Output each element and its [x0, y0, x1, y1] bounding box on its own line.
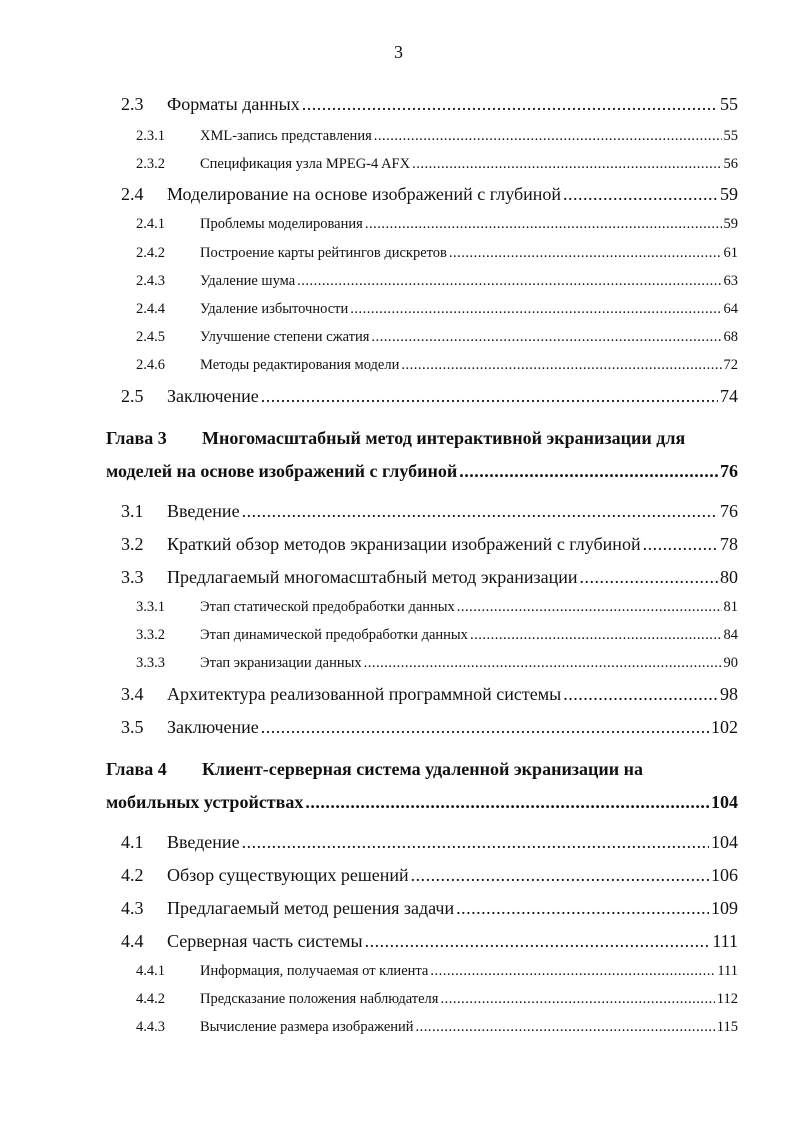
page-ref: 64 [723, 301, 738, 317]
section-title: Предлагаемый многомасштабный метод экранизации [167, 567, 578, 587]
section-title: Форматы данных [167, 94, 300, 114]
leader-dots [365, 931, 711, 952]
page-ref: 81 [723, 599, 738, 615]
page-ref: 111 [712, 931, 738, 951]
section-number: 4.2 [121, 865, 144, 885]
section-number: 2.4 [121, 184, 144, 204]
page-number: 3 [394, 42, 403, 62]
section-title: Обзор существующих решений [167, 865, 409, 885]
page-ref: 55 [723, 128, 738, 144]
leader-dots [430, 963, 715, 980]
section-title: Введение [167, 832, 240, 852]
section-title: Краткий обзор методов экранизации изображений с глубиной [167, 534, 641, 554]
section-title: Этап экранизации данных [200, 655, 362, 671]
section-title: Удаление избыточности [200, 301, 349, 317]
section-number: 2.4.5 [136, 329, 165, 345]
chapter-title-line1: Клиент-серверная система удаленной экранизации на [202, 759, 644, 779]
leader-dots [563, 684, 718, 705]
section-title: Моделирование на основе изображений с глубиной [167, 184, 562, 204]
section-title: Предсказание положения наблюдателя [200, 991, 439, 1007]
page-ref: 80 [720, 567, 738, 587]
section-number: 2.4.1 [136, 216, 165, 232]
page-ref: 115 [716, 1019, 738, 1035]
section-number: 2.3.2 [136, 156, 165, 172]
section-number: 3.1 [121, 501, 144, 521]
section-number: 2.3.1 [136, 128, 165, 144]
page-ref: 56 [723, 156, 738, 172]
section-title: XML-запись представления [200, 128, 372, 144]
page-ref: 55 [720, 94, 738, 114]
section-number: 4.4.2 [136, 991, 165, 1007]
leader-dots [374, 128, 722, 145]
page-ref: 112 [716, 991, 738, 1007]
leader-dots [242, 501, 718, 522]
leader-dots [261, 386, 718, 407]
leader-dots [364, 655, 722, 672]
leader-dots [297, 273, 721, 290]
section-title: Этап статической предобработки данных [200, 599, 455, 615]
page-ref: 104 [711, 792, 738, 812]
section-title: Методы редактирования модели [200, 357, 400, 373]
page-ref: 61 [723, 245, 738, 261]
section-title: Построение карты рейтингов дискретов [200, 245, 447, 261]
section-title: Спецификация узла MPEG-4 AFX [200, 156, 411, 172]
section-number: 4.4.3 [136, 1019, 165, 1035]
page-ref: 84 [723, 627, 738, 643]
section-number: 2.4.2 [136, 245, 165, 261]
chapter-title-line2: моделей на основе изображений с глубиной [106, 461, 458, 481]
leader-dots [350, 301, 721, 318]
section-title: Предлагаемый метод решения задачи [167, 898, 455, 918]
page-ref: 72 [723, 357, 738, 373]
section-number: 2.3 [121, 94, 144, 114]
chapter-label: Глава 4 [106, 759, 167, 779]
section-number: 4.1 [121, 832, 144, 852]
section-number: 2.5 [121, 386, 144, 406]
section-title: Улучшение степени сжатия [200, 329, 370, 345]
leader-dots [401, 357, 721, 374]
section-number: 2.4.3 [136, 273, 165, 289]
section-title: Архитектура реализованной программной системы [167, 684, 562, 704]
page-ref: 78 [720, 534, 738, 554]
section-number: 4.4 [121, 931, 144, 951]
leader-dots [242, 832, 709, 853]
leader-dots [261, 717, 709, 738]
page-ref: 102 [711, 717, 738, 737]
section-number: 3.3 [121, 567, 144, 587]
section-title: Проблемы моделирования [200, 216, 363, 232]
leader-dots [563, 184, 718, 205]
page-ref: 76 [720, 501, 738, 521]
page-ref: 104 [711, 832, 738, 852]
section-number: 2.4.6 [136, 357, 165, 373]
section-number: 3.4 [121, 684, 144, 704]
leader-dots [457, 599, 722, 616]
section-title: Заключение [167, 717, 259, 737]
leader-dots [365, 216, 722, 233]
page-ref: 90 [723, 655, 738, 671]
section-number: 3.3.3 [136, 655, 165, 671]
section-number: 3.5 [121, 717, 144, 737]
leader-dots [371, 329, 721, 346]
leader-dots [459, 461, 718, 482]
page-ref: 111 [717, 963, 738, 979]
section-number: 4.4.1 [136, 963, 165, 979]
section-number: 3.3.2 [136, 627, 165, 643]
chapter-title-line2: мобильных устройствах [106, 792, 304, 812]
page-ref: 59 [723, 216, 738, 232]
leader-dots [305, 792, 709, 813]
section-title: Вычисление размера изображений [200, 1019, 414, 1035]
leader-dots [456, 898, 709, 919]
page-ref: 76 [720, 461, 738, 481]
section-number: 3.2 [121, 534, 144, 554]
section-title: Серверная часть системы [167, 931, 363, 951]
section-title: Информация, получаемая от клиента [200, 963, 429, 979]
leader-dots [412, 156, 721, 173]
leader-dots [302, 94, 718, 115]
leader-dots [440, 991, 714, 1008]
section-title: Введение [167, 501, 240, 521]
section-number: 2.4.4 [136, 301, 165, 317]
section-title: Удаление шума [200, 273, 296, 289]
page-ref: 59 [720, 184, 738, 204]
section-title: Этап динамической предобработки данных [200, 627, 468, 643]
page-ref: 109 [711, 898, 738, 918]
leader-dots [449, 245, 722, 262]
leader-dots [580, 567, 718, 588]
page-ref: 98 [720, 684, 738, 704]
leader-dots [470, 627, 722, 644]
page-ref: 74 [720, 386, 738, 406]
leader-dots [416, 1019, 715, 1036]
leader-dots [643, 534, 718, 555]
section-number: 3.3.1 [136, 599, 165, 615]
section-number: 4.3 [121, 898, 144, 918]
page-ref: 106 [711, 865, 738, 885]
chapter-title-line1: Многомасштабный метод интерактивной экранизации для [202, 428, 686, 448]
chapter-label: Глава 3 [106, 428, 167, 448]
page-ref: 63 [723, 273, 738, 289]
leader-dots [411, 865, 709, 886]
page-ref: 68 [723, 329, 738, 345]
section-title: Заключение [167, 386, 259, 406]
